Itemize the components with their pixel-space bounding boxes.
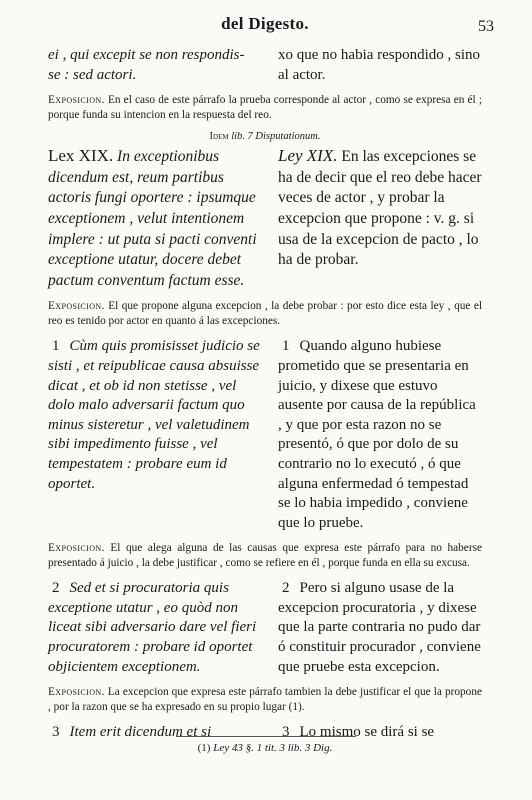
exposition-text: El que propone alguna excepcion , la debe probar : por esto dice esta ley , que el reo es tenido por actor en quanto á las excepciones. bbox=[48, 300, 482, 328]
citation-ref: lib. 7 Disputationum. bbox=[231, 131, 321, 143]
exposition-label: Exposicion. bbox=[48, 94, 105, 107]
paragraph-number: 2 bbox=[52, 580, 60, 597]
running-head: del Digesto. bbox=[221, 14, 309, 33]
latin-text: Sed et si procuratoria quis exceptione utatur , eo quòd non liceat sibi adversario dare vel fieri procuratorem : probare id oportet objicientem exceptionem. bbox=[48, 580, 257, 675]
page-header bbox=[48, 14, 494, 38]
ley-text: En las excepciones se ha de decir que el reo debe hacer veces de actor , y probar la excepcion que propone : v. g. si usa de la excepcion de pacto , lo ha de probar. bbox=[278, 148, 482, 269]
latin-column bbox=[48, 337, 260, 533]
spanish-column: xo que no habia respondido , sino al actor. bbox=[278, 47, 481, 83]
exposition-label: Exposicion. bbox=[48, 542, 105, 555]
block0 bbox=[48, 46, 482, 85]
spanish-text: Quando alguno hubiese prometido que se presentaria en juicio, y dixese que estuvo ausente por causa de la república , y que por esta razon no se presentó, ó que por dolo de su contrario no lo executó , ó que alguna enfermedad ó tempestad se lo habia impedido , conviene que lo pruebe. bbox=[278, 338, 476, 531]
footnote bbox=[48, 742, 482, 754]
latin-column bbox=[48, 723, 260, 743]
lex-19 bbox=[48, 146, 482, 291]
spanish-text: Pero si alguno usase de la excepcion procuratoria , y dixese que la parte contraria no pudo dar ó constituir procurador , conviene que pruebe esta excepcion. bbox=[278, 580, 481, 675]
spanish-text: Lo mismo se dirá si se bbox=[299, 724, 435, 741]
exposition-label: Exposicion. bbox=[48, 686, 105, 699]
paragraph-number: 2 bbox=[282, 580, 290, 597]
paragraph-number: 1 bbox=[282, 338, 290, 355]
exposition-3 bbox=[48, 685, 482, 715]
page-content bbox=[48, 46, 482, 743]
citation-prefix: Idem bbox=[209, 131, 229, 143]
latin-text: Item erit dicendum et si bbox=[69, 724, 212, 741]
paragraph-number: 3 bbox=[52, 724, 60, 741]
lex-text: In exceptionibus dicendum est, reum partibus actoris fungi oportere : ipsumque exceptionem , velut intentionem implere : ut puta si pacti conventi exceptione utatur, docere debet pactum conventum factum esse. bbox=[48, 148, 257, 289]
latin-text: Cùm quis promisisset judicio se sisti , et reipublicae causa absuisse dicat , et ob id non stetisse , vel dolo malo adversarii factum quo minus sisteretur , vel valetudinem sibi impedimento fuisse , vel tempestatem : probare eum id oportet. bbox=[48, 338, 260, 492]
paragraph-number: 3 bbox=[282, 724, 290, 741]
spanish-column bbox=[278, 579, 482, 677]
paragraph-number: 1 bbox=[52, 338, 60, 355]
latin-column: ei , qui excepit se non respondis- se : sed actori. bbox=[48, 47, 245, 83]
paragraph-3 bbox=[48, 723, 482, 743]
footnote-mark: (1) bbox=[197, 742, 211, 754]
latin-column bbox=[48, 579, 260, 677]
paragraph-2 bbox=[48, 579, 482, 677]
footnote-text: Ley 43 §. 1 tit. 3 lib. 3 Dig. bbox=[213, 742, 333, 754]
paragraph-1 bbox=[48, 337, 482, 533]
exposition-2 bbox=[48, 541, 482, 571]
lex-label: Lex XIX. bbox=[48, 146, 114, 166]
ley-label: Ley XIX. bbox=[278, 146, 338, 166]
latin-column bbox=[48, 146, 260, 291]
exposition-0 bbox=[48, 93, 482, 123]
page-number: 53 bbox=[478, 18, 494, 35]
exposition-1 bbox=[48, 299, 482, 329]
citation bbox=[48, 131, 482, 142]
exposition-label: Exposicion. bbox=[48, 300, 105, 313]
spanish-column bbox=[278, 723, 482, 743]
spanish-column bbox=[278, 146, 482, 291]
footnote-divider bbox=[176, 736, 356, 737]
exposition-text: La excepcion que expresa este párrafo tambien la debe justificar el que la propone , por la razon que se ha expresado en su propio lugar (1). bbox=[48, 686, 482, 714]
exposition-text: En el caso de este párrafo la prueba corresponde al actor , como se expresa en él ; porque funda su intencion en la respuesta del reo. bbox=[48, 94, 482, 122]
spanish-column bbox=[278, 337, 482, 533]
exposition-text: El que alega alguna de las causas que expresa este párrafo para no haberse presentado á juicio , la debe justificar , como se refiere en él , porque funda en ella su excusa. bbox=[48, 542, 482, 570]
